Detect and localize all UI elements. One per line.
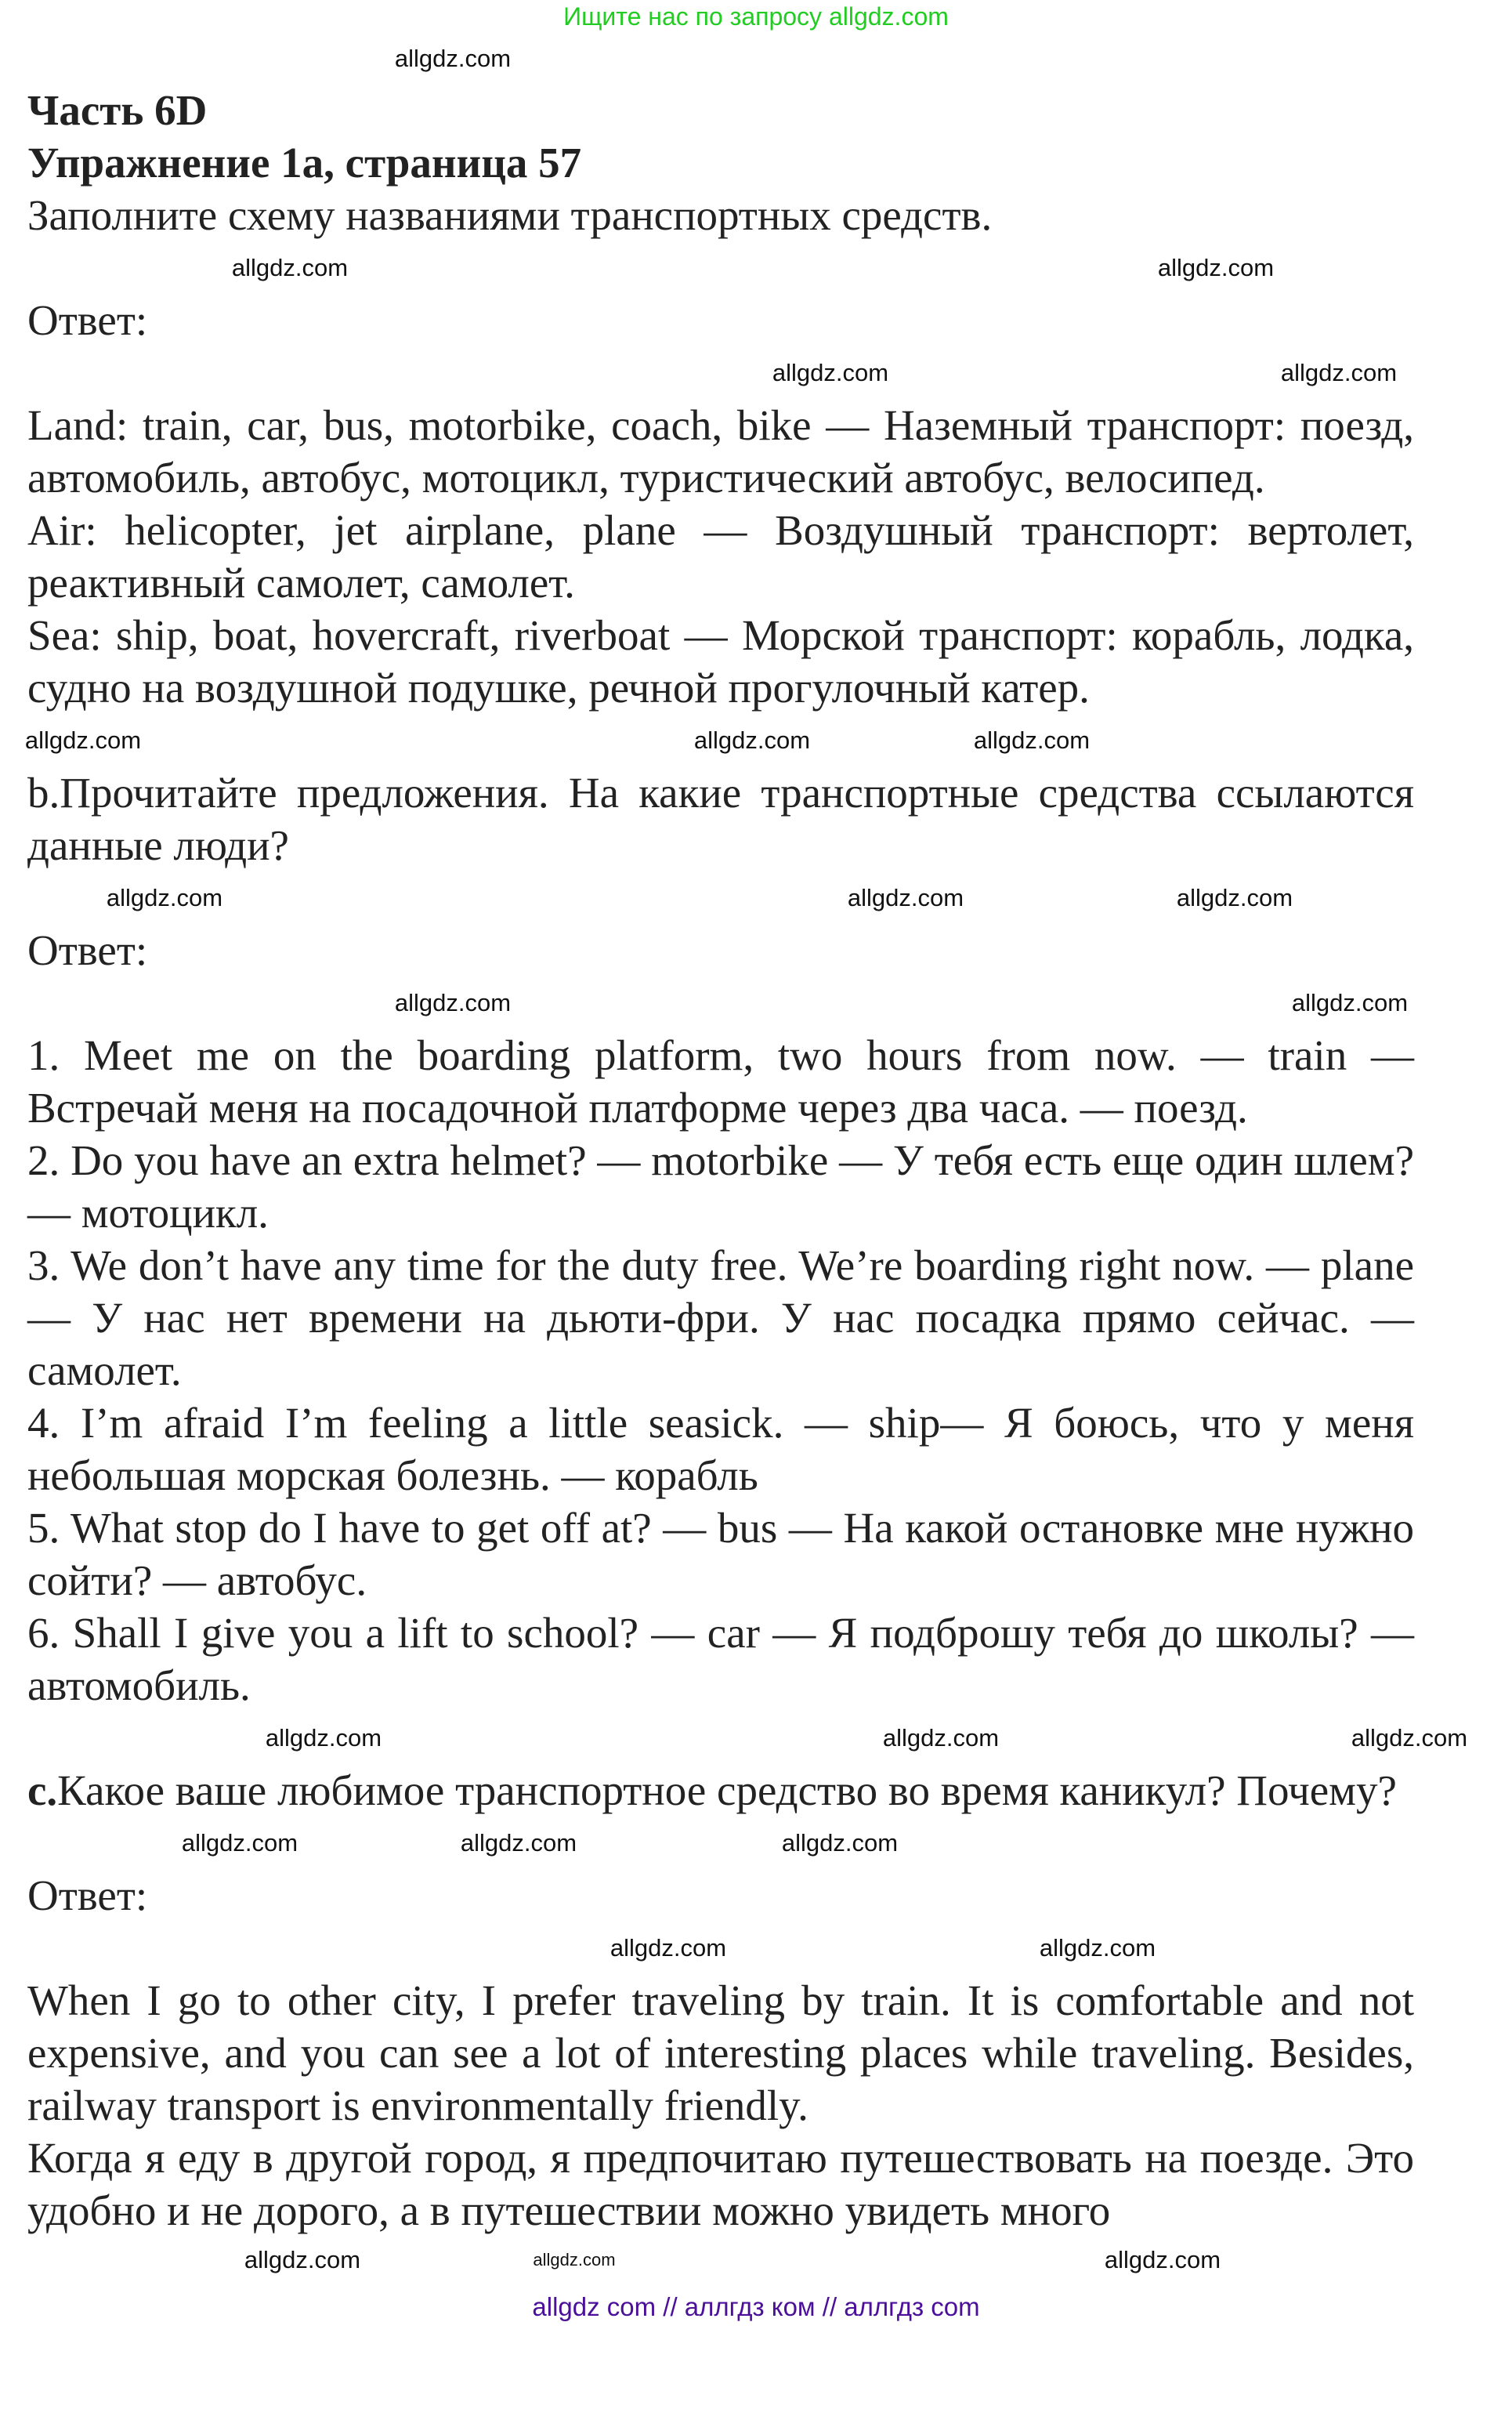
part-title: Часть 6D bbox=[27, 86, 208, 134]
watermark: allgdz.com bbox=[394, 44, 512, 72]
task-c-prefix: c. bbox=[27, 1766, 58, 1814]
watermark: allgdz.com bbox=[231, 253, 349, 281]
document-body bbox=[27, 399, 1414, 714]
task-c bbox=[27, 1764, 1414, 1817]
document-body bbox=[27, 766, 1414, 871]
watermark-row bbox=[0, 2237, 1512, 2284]
answer-item: 3. We don’t have any time for the duty free. We’re boarding right now. — plane — У нас нет времени на дьюти-фри. У нас посадка прямо сейчас. — самолет. bbox=[27, 1241, 1414, 1394]
exercise-title: Упражнение 1a, страница 57 bbox=[27, 139, 582, 187]
document-body bbox=[27, 1974, 1414, 2237]
watermark: allgdz.com bbox=[244, 2246, 361, 2273]
watermark: allgdz.com bbox=[1104, 2246, 1221, 2273]
watermark: allgdz.com bbox=[106, 883, 223, 911]
answer-c-english: When I go to other city, I prefer traveling by train. It is comfortable and not expensive, and you can see a lot of interesting places while traveling. Besides, railway transport is environmentally friendly. bbox=[27, 1976, 1414, 2129]
answer-item: 6. Shall I give you a lift to school? — car — Я подброшу тебя до школы? — автомобиль. bbox=[27, 1609, 1414, 1709]
answer-air: Air: helicopter, jet airplane, plane — Воздушный транспорт: вертолет, реактивный самолет, самолет. bbox=[27, 506, 1414, 607]
task-a: Заполните схему названиями транспортных средств. bbox=[27, 191, 993, 239]
watermark: allgdz.com bbox=[265, 1723, 382, 1752]
watermark: allgdz.com bbox=[24, 726, 142, 754]
watermark-row bbox=[0, 1817, 1512, 1869]
document-body bbox=[27, 1869, 1414, 1922]
document-body bbox=[27, 294, 1414, 346]
watermark-row bbox=[0, 1922, 1512, 1974]
answer-label-a: Ответ: bbox=[27, 296, 148, 344]
watermark: allgdz.com bbox=[1291, 988, 1409, 1016]
watermark-row bbox=[0, 714, 1512, 766]
watermark: allgdz.com bbox=[460, 1828, 577, 1857]
task-c-text: Какое ваше любимое транспортное средство во время каникул? Почему? bbox=[57, 1766, 1397, 1814]
watermark: allgdz.com bbox=[1176, 883, 1293, 911]
watermark: allgdz.com bbox=[1039, 1933, 1156, 1962]
watermark-row bbox=[0, 241, 1512, 294]
watermark: allgdz.com bbox=[610, 1933, 727, 1962]
watermark-row bbox=[0, 976, 1512, 1029]
watermark: allgdz.com bbox=[533, 2250, 616, 2270]
watermark: allgdz.com bbox=[181, 1828, 298, 1857]
answer-item: 5. What stop do I have to get off at? — bus — На какой остановке мне нужно сойти? — автобус. bbox=[27, 1504, 1414, 1604]
document-body bbox=[27, 1764, 1414, 1817]
answer-label-c: Ответ: bbox=[27, 1871, 148, 1919]
answer-c-russian: Когда я еду в другой город, я предпочитаю путешествовать на поезде. Это удобно и не дорого, а в путешествии можно увидеть много bbox=[27, 2134, 1414, 2234]
answer-item: 1. Meet me on the boarding platform, two hours from now. — train — Встречай меня на посадочной платформе через два часа. — поезд. bbox=[27, 1031, 1414, 1132]
watermark: allgdz.com bbox=[1351, 1723, 1468, 1752]
document-body bbox=[27, 84, 1414, 241]
watermark: allgdz.com bbox=[882, 1723, 1000, 1752]
task-b: b.Прочитайте предложения. На какие транспортные средства ссылаются данные люди? bbox=[27, 769, 1414, 869]
answer-label-b: Ответ: bbox=[27, 926, 148, 974]
watermark: allgdz.com bbox=[973, 726, 1091, 754]
answer-item: 4. I’m afraid I’m feeling a little seasick. — ship— Я боюсь, что у меня небольшая морская болезнь. — корабль bbox=[27, 1399, 1414, 1499]
answer-sea: Sea: ship, boat, hovercraft, riverboat — Морской транспорт: корабль, лодка, судно на воздушной подушке, речной прогулочный катер. bbox=[27, 611, 1414, 712]
document-body bbox=[27, 924, 1414, 976]
answer-land: Land: train, car, bus, motorbike, coach, bike — Наземный транспорт: поезд, автомобиль, автобус, мотоцикл, туристический автобус, велосипед. bbox=[27, 401, 1414, 502]
watermark: allgdz.com bbox=[693, 726, 811, 754]
watermark-row bbox=[0, 871, 1512, 924]
watermark-row bbox=[0, 346, 1512, 399]
watermark-row bbox=[0, 33, 1512, 84]
footer-links: allgdz com // аллгдз ком // аллгдз com bbox=[532, 2292, 980, 2321]
watermark: allgdz.com bbox=[781, 1828, 899, 1857]
watermark-row bbox=[0, 1712, 1512, 1764]
watermark: allgdz.com bbox=[1280, 358, 1398, 386]
watermark: allgdz.com bbox=[394, 988, 512, 1016]
answer-item: 2. Do you have an extra helmet? — motorbike — У тебя есть еще один шлем? — мотоцикл. bbox=[27, 1136, 1414, 1237]
search-banner: Ищите нас по запросу allgdz.com bbox=[563, 2, 949, 31]
watermark: allgdz.com bbox=[772, 358, 889, 386]
watermark: allgdz.com bbox=[847, 883, 964, 911]
watermark: allgdz.com bbox=[1157, 253, 1275, 281]
document-body bbox=[27, 1029, 1414, 1712]
